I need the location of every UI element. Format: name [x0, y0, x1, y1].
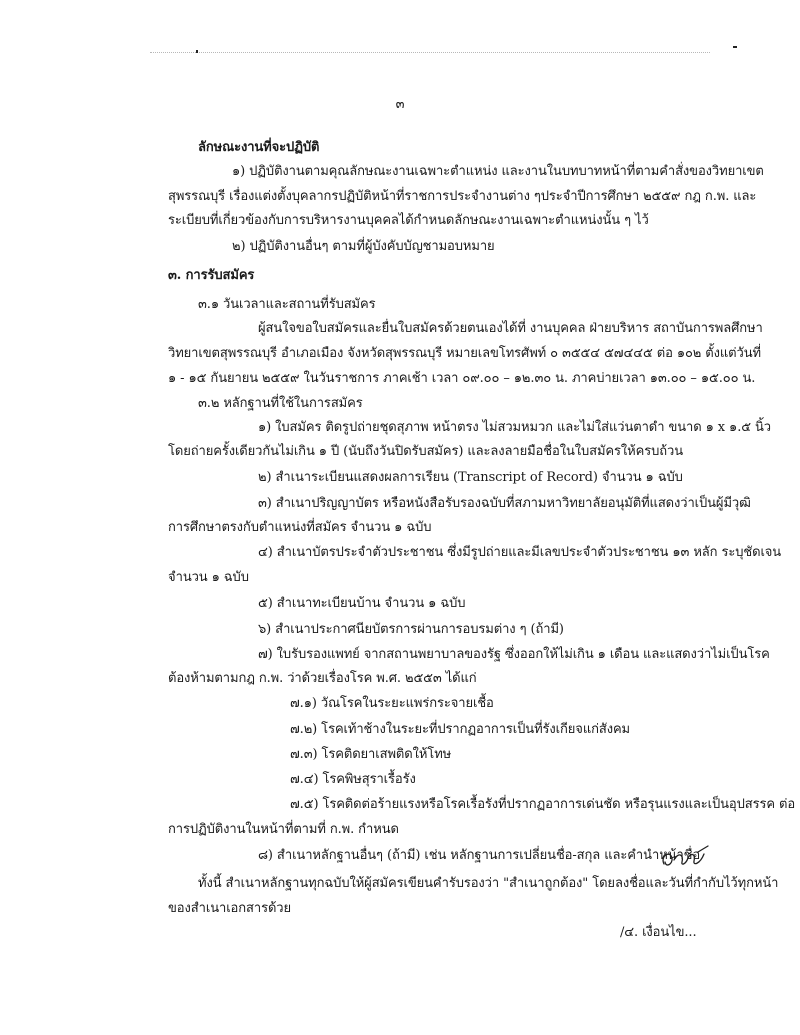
evidence-item: โดยถ่ายครั้งเดียวกันไม่เกิน ๑ ปี (นับถึงวันปิดรับสมัคร) และลงลายมือชื่อในใบสมัครให้ครบถ้วน: [168, 444, 684, 459]
duties-line: ๒) ปฏิบัติงานอื่นๆ ตามที่ผู้บังคับบัญชามอบหมาย: [232, 239, 495, 254]
application-line: ๑ - ๑๕ กันยายน ๒๕๕๙ ในวันราชการ ภาคเช้า เวลา ๐๙.๐๐ – ๑๒.๓๐ น. ภาคบ่ายเวลา ๑๓.๐๐ – ๑๕.๐๐ น.: [168, 371, 756, 386]
application-line: วิทยาเขตสุพรรณบุรี อำเภอเมือง จังหวัดสุพรรณบุรี หมายเลขโทรศัพท์ ๐ ๓๕๕๔ ๕๗๔๔๕ ต่อ ๑๐๒ ตั้งแต่วันที่: [168, 346, 761, 361]
evidence-item: ๑) ใบสมัคร ติดรูปถ่ายชุดสุภาพ หน้าตรง ไม่สวมหมวก และไม่ใส่แว่นตาดำ ขนาด ๑ x ๑.๕ นิ้ว: [258, 420, 772, 435]
application-heading: ๓. การรับสมัคร: [168, 268, 255, 283]
evidence-subitem: ๗.๑) วัณโรคในระยะแพร่กระจายเชื้อ: [290, 696, 494, 711]
evidence-subitem: ๗.๕) โรคติดต่อร้ายแรงหรือโรคเรื้อรังที่ปรากฏอาการเด่นชัด หรือรุนแรงและเป็นอุปสรรค ต่อ: [290, 797, 796, 812]
evidence-item: การปฏิบัติงานในหน้าที่ตามที่ ก.พ. กำหนด: [168, 822, 399, 837]
evidence-item: ๕) สำเนาทะเบียนบ้าน จำนวน ๑ ฉบับ: [258, 596, 466, 611]
subsection-heading: ๓.๒ หลักฐานที่ใช้ในการสมัคร: [198, 396, 363, 411]
evidence-item: ๖) สำเนาประกาศนียบัตรการผ่านการอบรมต่าง ๆ (ถ้ามี): [258, 622, 564, 637]
application-line: ผู้สนใจขอใบสมัครและยื่นใบสมัครด้วยตนเองได้ที่ งานบุคคล ฝ่ายบริหาร สถาบันการพลศึกษา: [258, 321, 763, 336]
duties-line: ๑) ปฏิบัติงานตามคุณลักษณะงานเฉพาะตำแหน่ง และงานในบทบาทหน้าที่ตามคำสั่งของวิทยาเขต: [232, 164, 764, 179]
duties-line: ระเบียบที่เกี่ยวข้องกับการบริหารงานบุคคลได้กำหนดลักษณะงานเฉพาะตำแหน่งนั้น ๆ ไว้: [168, 213, 649, 228]
note-line: ของสำเนาเอกสารด้วย: [168, 901, 292, 916]
duties-line: สุพรรณบุรี เรื่องแต่งตั้งบุคลากรปฏิบัติหน้าที่ราชการประจำงานต่าง ๆประจำปีการศึกษา ๒๕๕๙ กฎ ก.พ. และ: [168, 189, 757, 204]
evidence-item: ๓) สำเนาปริญญาบัตร หรือหนังสือรับรองฉบับที่สภามหาวิทยาลัยอนุมัติที่แสดงว่าเป็นผู้มีวุฒิ: [258, 496, 751, 511]
evidence-subitem: ๗.๓) โรคติดยาเสพติดให้โทษ: [290, 747, 452, 762]
handwritten-initials: [658, 840, 718, 880]
evidence-item: จำนวน ๑ ฉบับ: [168, 570, 249, 585]
evidence-item: ๔) สำเนาบัตรประจำตัวประชาชน ซึ่งมีรูปถ่ายและมีเลขประจำตัวประชาชน ๑๓ หลัก ระบุชัดเจน: [258, 545, 782, 560]
evidence-subitem: ๗.๔) โรคพิษสุราเรื้อรัง: [290, 772, 416, 787]
scan-edge-line: [150, 52, 710, 53]
evidence-subitem: ๗.๒) โรคเท้าช้างในระยะที่ปรากฏอาการเป็นที่รังเกียจแก่สังคม: [290, 722, 631, 737]
evidence-item: ๗) ใบรับรองแพทย์ จากสถานพยาบาลของรัฐ ซึ่งออกให้ไม่เกิน ๑ เดือน และแสดงว่าไม่เป็นโรค: [258, 647, 770, 662]
evidence-item: ๘) สำเนาหลักฐานอื่นๆ (ถ้ามี) เช่น หลักฐานการเปลี่ยนชื่อ-สกุล และคำนำหน้าชื่อ: [258, 848, 701, 863]
duties-heading: ลักษณะงานที่จะปฏิบัติ: [198, 140, 320, 155]
evidence-item: การศึกษาตรงกับตำแหน่งที่สมัคร จำนวน ๑ ฉบับ: [168, 520, 432, 535]
scan-speck: [733, 46, 737, 48]
page-number: ๓: [395, 97, 405, 112]
continuation-marker: /๔. เงื่อนไข...: [620, 925, 697, 940]
note-line: ทั้งนี้ สำเนาหลักฐานทุกฉบับให้ผู้สมัครเขียนคำรับรองว่า "สำเนาถูกต้อง" โดยลงชื่อและวันที่กำกับไว้ทุกหน้า: [198, 876, 779, 891]
subsection-heading: ๓.๑ วันเวลาและสถานที่รับสมัคร: [198, 297, 376, 312]
evidence-item: ต้องห้ามตามกฎ ก.พ. ว่าด้วยเรื่องโรค พ.ศ. ๒๕๕๓ ได้แก่: [168, 671, 477, 686]
scan-speck: [196, 50, 198, 53]
evidence-item: ๒) สำเนาระเบียนแสดงผลการเรียน (Transcript of Record) จำนวน ๑ ฉบับ: [258, 470, 683, 485]
